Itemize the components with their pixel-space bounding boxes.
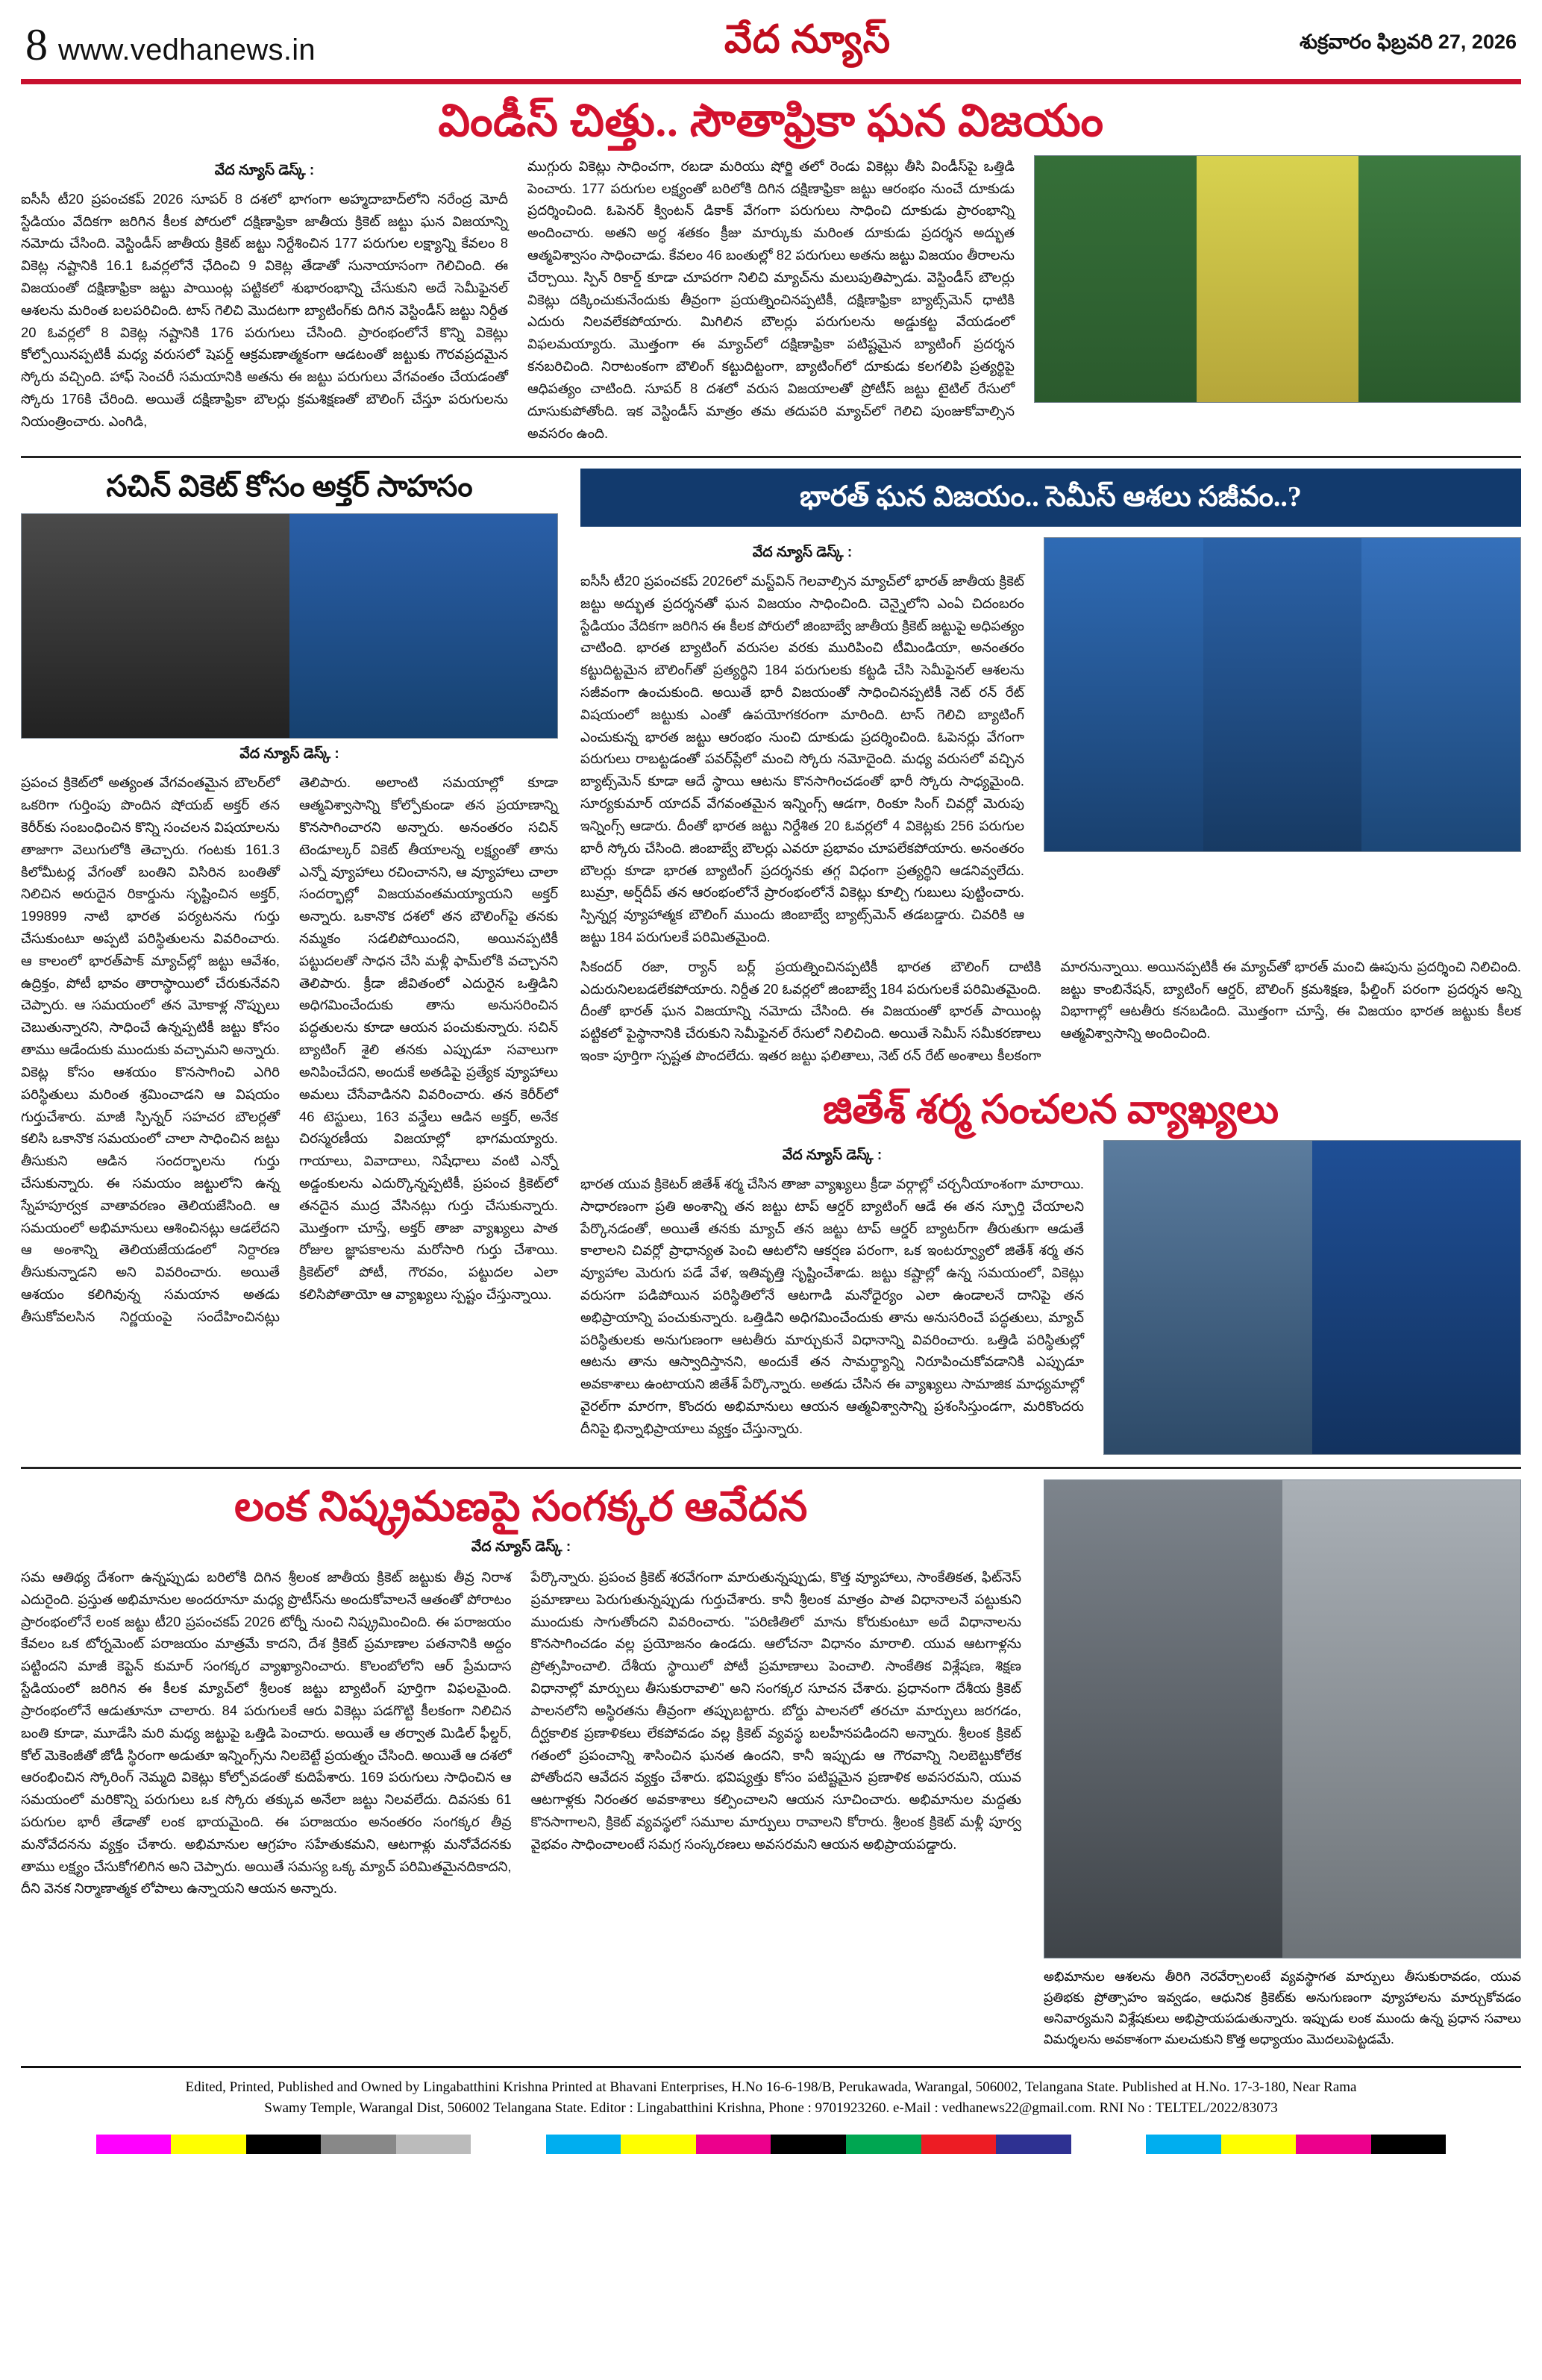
shoaib-akhtar-sachin-photo [21,513,558,739]
sachin-story [21,469,558,1455]
bottom-story-text-2: పేర్కొన్నారు. ప్రపంచ క్రికెట్ శరవేగంగా మారుతున్నప్పుడు, కొత్త వ్యూహాలు, సాంకేతికత, ఫిట్‌నెస్ ప్రమాణాలు పెరుగుతున్నప్పుడు గుర్తుచేశారు. కానీ శ్రీలంక మాత్రం పాత విధానాలనే పట్టుకుని ముందుకు సాగుతోందని వివరించారు. "పరిణితిలో మాను కోరుకుంటూ అదే విధానాలను కొనసాగించడం వల్ల ప్రయోజనం ఉండదు. ఆలోచనా విధానం మారాలి. యువ ఆటగాళ్లను ప్రోత్సహించాలి. దేశీయ స్థాయిలో పోటీ ప్రమాణాలు పెంచాలి. సాంకేతిక విశ్లేషణ, శిక్షణ విధానాల్లో మార్పులు తీసుకురావాలి" అని సంగక్కర సూచన చేశారు. ప్రధానంగా దేశీయ క్రికెట్ పాలనలోని అస్థిరతను తీవ్రంగా తప్పుబట్టారు. బోర్డు పాలనలో తరచూ మార్పులు జరగడం, దీర్ఘకాలిక ప్రణాళికలు లేకపోవడం వల్ల క్రికెట్ వ్యవస్థ బలహీనపడిందని అన్నారు. శ్రీలంక క్రికెట్ గతంలో ప్రపంచాన్ని శాసించిన ఘనత ఉందని, కానీ ఇప్పుడు ఆ గౌరవాన్ని నిలబెట్టుకోలేక పోతోందని ఆవేదన వ్యక్తం చేశారు. భవిష్యత్తు కోసం పటిష్టమైన ప్రణాళిక అవసరమని, యువ ఆటగాళ్లకు నిరంతర అవకాశాలు కల్పించాలని ఆయన సూచించారు. అభిమానుల మద్దతు కొనసాగాలని, క్రికెట్ వ్యవస్థలో సమూల మార్పులు రావాలని కోరారు. శ్రీలంక క్రికెట్ మళ్లీ పూర్వ వైభవం సాధించాలంటే సమగ్ర సంస్కరణలు అవసరమని ఆయన అభిప్రాయపడ్డారు. [530,1569,1021,1852]
jitesh-story-grid [580,1140,1521,1455]
bottom-story-text-1: సమ ఆతిథ్య దేశంగా ఉన్నప్పుడు బరిలోకి దిగిన శ్రీలంక జాతీయ క్రికెట్ జట్టుకు తీవ్ర నిరాశ ఎదురైంది. ప్రస్తుత అభిమానుల అందరూనూ మధ్య ప్రొటీస్‌ను అందుకోవాలనే ఆతంతో పోరాటం ప్రారంభంలోనే లంక జట్టు టీ20 ప్రపంచకప్ 2026 టోర్నీ నుంచి నిష్క్రమించింది. ఈ పరాజయం కేవలం ఒక టోర్నమెంట్ పరాజయం మాత్రమే కాదని, దేశ క్రికెట్ ప్రమాణాల పతనానికి అద్దం పట్టిందని మాజీ కెప్టెన్ కుమార్ సంగక్కర వ్యాఖ్యానించారు. కొలంబోలోని ఆర్ ప్రేమదాస స్టేడియంలో జరిగిన ఈ కీలక మ్యాచ్‌లో శ్రీలంక జట్టు బ్యాటింగ్ పూర్తిగా విఫలమైంది. ప్రారంభంలోనే ఆడుతూనూ చాలారు. 84 పరుగులకే ఆరు వికెట్లు పడగొట్టి కీలకంగా నిలిచిన బంతి కూడా, మూడేసి మరి మధ్య జట్టుపై ఒత్తిడి పెంచారు. అయితే ఆ తర్వాత మిడిల్ ఫీల్డర్, కోల్ మెకెంజీతో జోడీ స్థిరంగా అడుతూ ఇన్నింగ్స్‌ను నిలబెట్టే ప్రయత్నం చేసింది. అయితే ఆ దశలో ఆరంభించిన స్కోరింగ్ నెమ్మది వికెట్లు కోల్పోవడంతో కుదిపేశారు. 169 పరుగులు సాధించిన ఆ సమయంలో మరికొన్ని పరుగులు ఒక స్కోరు తక్కువ అనేలా జట్టు నిలవలేదు. దివసకు 61 పరుగుల భారీ తేడాతో లంక భాయమైంది. ఈ పరాజయం అనంతరం సంగక్కర తీవ్ర మనోవేదనను వ్యక్తం చేశారు. అభిమానుల ఆగ్రహం సహేతుకమని, ఆటగాళ్లు మనోవేదనకు తాము లక్ష్యం చేసుకోగలిగిన అని చెప్పారు. అయితే సమస్య ఒక్క మ్యాచ్ పరిమితమైనదికాదని, దీని వెనక నిర్మాణాత్మక లోపాలు ఉన్నాయని ఆయన అన్నారు. [21,1569,512,1897]
photo-inner [1035,156,1520,402]
bottom-story-text-area [21,1479,1021,2049]
top-story-column-1 [21,155,508,445]
footer-line-2: Swamy Temple, Warangal Dist, 506002 Telangana State. Editor : Lingabatthini Krishna, Phone : 9701923260. e-Mail : vedhanews22@gmail.com. RNI No : TELTEL/2022/83073 [264,2100,1278,2117]
india-team-celebration-photo [1044,537,1521,852]
color-swatch [771,2135,846,2154]
india-story-text-column [580,537,1024,948]
registration-color-bar [21,2135,1521,2154]
color-swatch [1146,2135,1221,2154]
byline: వేద న్యూస్ డెస్క్ : [214,162,315,178]
top-story-text-2: ముగ్గురు వికెట్లు సాధించగా, రబడా మరియు షోర్జి తలో రెండు వికెట్లు తీసి విండీస్‌పై ఒత్తిడి పెంచారు. 177 పరుగుల లక్ష్యంతో బరిలోకి దిగిన దక్షిణాఫ్రికా జట్టు ఆరంభం నుంచే దూకుడు ప్రదర్శించింది. ఓపెనర్ క్వింటన్ డికాక్ వేగంగా పరుగులు సాధించి దూకుడు ప్రారంభాన్ని అందించారు. అతని అర్ధ శతకం క్రీజు మార్కుకు మరింత దూకుడు ప్రదర్శన అద్భుత ఆత్మవిశ్వాసం సాధించాడు. కేవలం 46 బంతుల్లో 82 పరుగులు అతను జట్టు విజయం తీరాలను చేర్చాయి. స్పిన్ రికార్డ్ కూడా చూపరగా నిలిచి మ్యాచ్‌ను మలుపుతిప్పాడు. వెస్టిండీస్ బౌలర్లు వికెట్లు దక్కించుకునేందుకు తీవ్రంగా ప్రయత్నించినప్పటికీ, దక్షిణాఫ్రికా బ్యాట్స్‌మెన్ ధాటికి ఎదురు నిలవలేకపోయారు. మిగిలిన బౌలర్లు పరుగులను అడ్డుకట్ట వేయడంలో విఫలమయ్యారు. మొత్తంగా ఈ మ్యాచ్‌లో దక్షిణాఫ్రికా పటిష్టమైన బ్యాటింగ్ ప్రదర్శన కనబరిచింది. నిరాటంకంగా బౌలింగ్ కట్టుదిట్టంగా, బ్యాటింగ్‌లో దూకుడు కలగలిపి ప్రత్యర్థిపై ఆధిపత్యం చాటింది. సూపర్ 8 దశలో వరుస విజయాలతో ప్రోటీస్ జట్టు టైటిల్ రేసులో దూసుకుపోతోంది. ఇక వెస్టిండీస్ మాత్రం తమ తదుపరి మ్యాచ్‌లో గెలిచి పుంజుకోవాల్సిన అవసరం ఉంది. [527,157,1015,441]
india-story-text-1: ఐసీసీ టీ20 ప్రపంచకప్ 2026లో మస్ట్‌విన్ గెలవాల్సిన మ్యాచ్‌లో భారత్ జాతీయ క్రికెట్ జట్టు అద్భుత ప్రదర్శనతో ఘన విజయం సాధించింది. చెన్నైలోని ఎంఏ చిదంబరం స్టేడియం వేదికగా జరిగిన ఈ కీలక పోరులో జింబాబ్వే జాతీయ క్రికెట్ జట్టుపై అధిపత్యం చాటింది. భారత బ్యాటింగ్ వరుసల వరకు మురిపించి టీమిండియా, అనంతరం కట్టుదిట్టమైన బౌలింగ్‌తో ప్రత్యర్థిని 184 పరుగులకు కట్టడి చేసి సెమీఫైనల్ ఆశలను సజీవంగా ఉంచుకుంది. అయితే భారీ విజయంతో సాధించినప్పటికీ నెట్ రన్ రేట్ విషయంలో జట్టుకు ఎంతో ఉపయోగకరంగా మారింది. టాస్ గెలిచి బ్యాటింగ్ ఎంచుకున్న భారత జట్టు ఆరంభం నుంచి దూకుడు ప్రదర్శించింది. ఓపెనర్లు వేగంగా పరుగులు రాబట్టడంతో పవర్‌ప్లేలో మంచి స్కోరు నమోదైంది. మధ్య వరుసలో వచ్చిన బ్యాట్స్‌మెన్ కూడా ఆదే స్థాయి ఆటను కొనసాగించడంతో భారీ స్కోరు సాధ్యమైంది. సూర్యకుమార్ యాదవ్ వేగవంతమైన ఇన్నింగ్స్ ఆడగా, రింకూ సింగ్ చివర్లో మెరుపు ఇన్నింగ్స్ ఆడారు. దీంతో భారత జట్టు నిర్దేశిత 20 ఓవర్లలో 4 వికెట్లకు 256 పరుగుల భారీ స్కోరు చేసింది. జింబాబ్వే బౌలర్లు ఎవరూ ప్రభావం చూపలేకపోయారు. అనంతరం బౌలర్లు కూడా భారత బ్యాటింగ్ ప్రదర్శనకు తగ్గ విధంగా ప్రత్యర్థిని ఆడనివ్వలేదు. బుమ్రా, అర్ష్‌దీప్ తన ఆరంభంలోనే ప్రారంభంలోనే వికెట్లు కూల్చి గుబులు పుట్టించారు. స్పిన్నర్ల వ్యూహాత్మక బౌలింగ్ ముందు జింబాబ్వే బ్యాట్స్‌మెన్ తడబడ్డారు. చివరికి ఆ జట్టు 184 పరుగులకే పరిమితమైంది. [580,572,1024,945]
sachin-story-headline: సచిన్ వికెట్ కోసం అక్తర్ సాహసం [106,469,473,504]
jitesh-story-text-column [580,1140,1084,1455]
bottom-story-photo-column [1044,1479,1521,2049]
color-swatch [621,2135,696,2154]
top-story-column-2 [527,155,1015,445]
color-swatch [1371,2135,1447,2154]
top-story-text-1: ఐసీసీ టీ20 ప్రపంచకప్ 2026 సూపర్ 8 దశలో భాగంగా అహ్మదాబాద్‌లోని నరేంద్ర మోదీ స్టేడియం వేదికగా జరిగిన కీలక పోరులో దక్షిణాఫ్రికా జాతీయ క్రికెట్ జట్టు ఘన విజయాన్ని నమోదు చేసింది. వెస్టిండీస్ జాతీయ క్రికెట్ జట్టు నిర్దేశించిన 177 పరుగుల లక్ష్యాన్ని కేవలం 8 వికెట్ల నష్టానికి 16.1 ఓవర్లలోనే ఛేదించి 9 వికెట్ల తేడాతో సునాయాసంగా గెలిచింది. ఈ విజయంతో దక్షిణాఫ్రికా జట్టు పాయింట్ల పట్టికలో శుభారంభాన్ని చేసుకుని అదే సెమీఫైనల్ ఆశలను మరింత బలపరిచింది. టాస్ గెలిచి మొదటగా బ్యాటింగ్‌కు దిగిన వెస్టిండీస్ జట్టు నిర్దీత 20 ఓవర్లలో 8 వికెట్ల నష్టానికి 176 పరుగులు చేసింది. ప్రారంభంలోనే కొన్ని వికెట్లు కోల్పోయినప్పటికీ మధ్య వరుసలో షెపర్డ్ ఆక్రమణాత్మకంగా ఆడటంతో జట్టుకు గౌరవప్రదమైన స్కోరు వచ్చింది. హాఫ్ సెంచరీ సమయానికి అతను ఈ జట్టు పరుగులు వేగవంతం చేయడంతో స్కోరు 176కి చేరింది. అయితే దక్షిణాఫ్రికా బౌలర్లు క్రమశిక్షణతో బౌలింగ్ చేస్తూ పరుగులను నియంత్రించారు. ఎంగిడి, [21,190,508,429]
photo-inner [1104,1141,1520,1454]
color-swatch [696,2135,771,2154]
footer [21,2066,1521,2127]
color-swatch [471,2135,546,2154]
color-swatch [396,2135,471,2154]
india-story-top [580,537,1521,948]
masthead-divider [21,79,1521,84]
top-story-photo-column [1034,155,1521,445]
byline: వేద న్యూస్ డెస్క్ : [239,746,339,762]
color-swatch [171,2135,246,2154]
byline: వేద న్యూస్ డెస్క్ : [752,544,853,560]
sachin-story-text: ప్రపంచ క్రికెట్‌లో అత్యంత వేగవంతమైన బౌలర్‌లో ఒకరిగా గుర్తింపు పొందిన షోయబ్ అక్తర్ తన కెరీర్‌కు సంబంధించిన కొన్ని సంచలన విషయాలను తాజాగా వెలుగులోకి తెచ్చారు. గంటకు 161.3 కిలోమీటర్ల వేగంతో బంతిని విసిరిన బంతితో నిలిచిన అరుదైన రికార్డును సృష్టించిన అక్తర్, 199899 నాటి భారత పర్యటనను గుర్తు చేసుకుంటూ అప్పటి పరిస్థితులను వివరించారు. ఆ కాలంలో భారత్‌పాక్ మ్యాచ్‌ల్లో జట్టు ఆవేశం, ఉద్రిక్తం, పోటీ భావం తారాస్థాయిలో చేరుకునేవని చెప్పారు. ఆ సమయంలో తన మోకాళ్ల నొప్పులు చెబుతున్నారని, సాధించే ఉన్నప్పటికీ జట్టు కోసం తాము ఆడేందుకు ముందుకు వచ్చామని అన్నారు. వికెట్ల కోసం ఆశయం కొనసాగించి ఎగిరి పరిస్థితులు మరింత శ్రమించాడని ఆ విషయం గుర్తుచేశారు. మాజీ స్పిన్నర్ సహచర బౌలర్లతో కలిసి ఒకానొక సమయంలో చాలా సాధించిన జట్టు తీసుకుని ఆడిన సందర్భాలను గుర్తు చేసుకున్నారు. ఈ సమయం జట్టులోని ఉన్న స్నేహపూర్వక వాతావరణం తెలియజేసింది. ఆ సమయంలో అభిమానులు ఆశించినట్లు ఆడలేదని ఆ అంశాన్ని తెలియజేయడంలో నిర్దారణ తీసుకున్నాడని అని వివరించారు. అయితే ఆశయం కలిగివున్న సమయాన అతడు తీసుకోవలసిన నిర్ణయంపై సందేహించినట్లు తెలిపారు. అలాంటి సమయాల్లో కూడా ఆత్మవిశ్వాసాన్ని కోల్పోకుండా తన ప్రయాణాన్ని కొనసాగించారని అన్నారు. అనంతరం సచిన్ టెండూల్కర్ వికెట్ తీయాలన్న లక్ష్యంతో తాను ఎన్నో వ్యూహాలు రచించానని, ఆ వ్యూహాలు చాలా సందర్భాల్లో విజయవంతమయ్యాయని అక్తర్ అన్నారు. ఒకానొక దశలో తన బౌలింగ్‌పై తనకు నమ్మకం సడలిపోయిందని, అయినప్పటికీ పట్టుదలతో సాధన చేసి మళ్లీ ఫామ్‌లోకి వచ్చానని తెలిపారు. క్రీడా జీవితంలో ఎదురైన ఒత్తిడిని అధిగమించేందుకు తాను అనుసరించిన పద్ధతులను కూడా ఆయన పంచుకున్నారు. సచిన్ బ్యాటింగ్ శైలి తనకు ఎప్పుడూ సవాలుగా అనిపించేదని, అందుకే అతడిపై ప్రత్యేక వ్యూహాలు అమలు చేసేవాడినని వివరించారు. తన కెరీర్‌లో 46 టెస్టులు, 163 వన్డేలు ఆడిన అక్తర్, అనేక చిరస్మరణీయ విజయాల్లో భాగమయ్యారు. గాయాలు, వివాదాలు, నిషేధాలు వంటి ఎన్నో అడ్డంకులను ఎదుర్కొన్నప్పటికీ, ప్రపంచ క్రికెట్‌లో తనదైన ముద్ర వేసినట్లు గుర్తు చేసుకున్నారు. మొత్తంగా చూస్తే, అక్తర్ తాజా వ్యాఖ్యలు పాత రోజుల జ్ఞాపకాలను మరోసారి గుర్తు చేశాయి. క్రికెట్‌లో పోటీ, గౌరవం, పట్టుదల ఎలా కలిసిపోతాయో ఆ వ్యాఖ్యలు స్పష్టం చేస్తున్నాయి. [21,774,558,1324]
bottom-story [21,1479,1521,2049]
photo-inner [1044,538,1520,851]
bottom-story-columns [21,1566,1021,1900]
right-column [580,469,1521,1455]
top-story-grid [21,155,1521,445]
bottom-story-caption: అభిమానుల ఆశలను తీరిగి నెరవేర్చాలంటే వ్యవస్థాగత మార్పులు తీసుకురావడం, యువ ప్రతిభకు ప్రోత్సాహం ఇవ్వడం, ఆధునిక క్రికెట్‌కు అనుగుణంగా వ్యూహాలను మార్చుకోవడం అనివార్యమని విశ్లేషకులు అభిప్రాయపడుతున్నారు. ఇప్పుడు లంక ముందు ఉన్న ప్రధాన సవాలు విమర్శలను అవకాశంగా మలచుకుని కొత్త అధ్యాయం మొదలుపెట్టడమే. [1044,1968,1521,2047]
top-story-headline: విండీస్ చిత్తు.. సౌతాఫ్రికా ఘన విజయం [438,96,1104,145]
section-divider-2 [21,1467,1521,1469]
color-swatch [246,2135,322,2154]
kumar-sangakkara-photo [1044,1479,1521,1958]
jitesh-story-text: భారత యువ క్రికెటర్ జితేశ్ శర్మ చేసిన తాజా వ్యాఖ్యలు క్రీడా వర్గాల్లో చర్చనీయాంశంగా మారాయి. సాధారణంగా ప్రతి అంశాన్ని తన జట్టు టాప్ ఆర్డర్ బ్యాటింగ్ ఆడే ఈ తన స్ఫూర్తి చేయాలని పేర్కొనడంతో, అయితే తనకు మ్యాచ్ తన జట్టు టాప్ ఆర్డర్ బ్యాటర్‌గా తీరుతుగా ఆడుతే కాలాలని చివర్లో ప్రాధాన్యత పెంచి ఆటలోని ఆకర్షణ పరంగా, ఒక ఇంటర్వ్యూలో జితేశ్ శర్మ తన వ్యూహాల మెరుగు పడే వేళ, ఇతివృత్తి సృష్టించేశాడు. జట్టు కష్టాల్లో ఉన్న సమయంలో, వికెట్లు వరుసగా పడిపోయిన పరిస్థితిలోనే ఆటగాడి మనోధైర్యం ఎలా ఉండాలనే దానిపై తన అభిప్రాయాన్ని పంచుకున్నారు. ఒత్తిడిని అధిగమించేందుకు తాను అనుసరించే పద్ధతులు, మ్యాచ్ పరిస్థితులకు అనుగుణంగా ఆటతీరు మార్చుకునే విధానాన్ని వివరించారు. ఒత్తిడి పరిస్థితుల్లో ఆటను తాను ఆస్వాదిస్తానని, అందుకే తన సామర్థ్యాన్ని నిరూపించుకోవడానికి ఎప్పుడూ అవకాశాలు ఉంటాయని జితేశ్ పేర్కొన్నారు. అతడు చేసిన ఈ వ్యాఖ్యలు సామాజిక మాధ్యమాల్లో వైరల్‌గా మారగా, కొందరు అభిమానులు ఆయన ఆత్మవిశ్వాసాన్ని ప్రశంసిస్తుండగా, మరికొందరు దీనిపై భిన్నాభిప్రాయాలు వ్యక్తం చేస్తున్నారు. [580,1175,1084,1436]
website-url[interactable]: www.vedhanews.in [58,34,316,66]
color-swatch [321,2135,396,2154]
masthead-left [25,22,316,67]
india-story-photo-column [1044,537,1521,948]
jitesh-story-photo-column [1103,1140,1521,1455]
color-swatch [1071,2135,1147,2154]
jitesh-story-headline: జితేశ్ శర్మ సంచలన వ్యాఖ్యలు [822,1086,1279,1132]
page-number: 8 [25,20,48,69]
color-swatch [996,2135,1071,2154]
india-story-text-2: సికందర్ రజా, ర్యాన్ బర్ల్ ప్రయత్నించినప్పటికీ భారత బౌలింగ్ దాటికి ఎదురునిలబడలేకపోయారు. నిర్దీత 20 ఓవర్లలో జింబాబ్వే 184 పరుగులకే పరిమితమైంది. దీంతో భారత్ ఘన విజయాన్ని నమోదు చేసింది. ఈ విజయంతో భారత్ పాయింట్ల పట్టికలో పైస్థానానికి చేరుకుని సెమీఫైనల్ రేసులో నిలిచింది. అయితే సెమీస్ సమీకరణాలు ఇంకా పూర్తిగా స్పష్టత పొందలేదు. ఇతర జట్టు ఫలితాలు, నెట్ రన్ రేట్ అంశాలు కీలకంగా మారనున్నాయి. అయినప్పటికీ ఈ మ్యాచ్‌తో భారత్ మంచి ఊపును ప్రదర్శించి నిలిచింది. జట్టు కాంబినేషన్, బ్యాటింగ్ ఆర్డర్, బౌలింగ్ క్రమశిక్షణ, ఫీల్డింగ్ పరంగా ప్రదర్శన అన్ని విభాగాల్లో ఆటతీరు కనబడింది. మొత్తంగా చూస్తే, ఈ విజయం భారత జట్టుకు కీలక ఆత్మవిశ్వాసాన్ని అందించింది. [580,958,1521,1064]
color-swatch [546,2135,621,2154]
section-divider-1 [21,456,1521,458]
byline: వేద న్యూస్ డెస్క్ : [782,1147,883,1163]
masthead [21,13,1521,79]
color-swatch [846,2135,921,2154]
jitesh-sharma-photo [1103,1140,1521,1455]
india-story-headline: భారత్ ఘన విజయం.. సెమీస్ ఆశలు సజీవం..? [580,469,1521,527]
footer-line-1: Edited, Printed, Published and Owned by Lingabatthini Krishna Printed at Bhavani Enterprises, H.No 16-6-198/B, Perukawada, Warangal, 506002, Telangana State. Published at H.No. 17-3-180, Near Rama [185,2079,1357,2095]
byline: వేద న్యూస్ డెస్క్ : [471,1539,571,1555]
newspaper-title: వేద న్యూస్ [724,19,891,61]
jitesh-story [580,1086,1521,1455]
bottom-story-headline: లంక నిష్క్రమణపై సంగక్కర ఆవేదన [234,1483,808,1530]
color-swatch [1296,2135,1371,2154]
color-swatch [21,2135,96,2154]
publication-date: శుక్రవారం ఫిబ్రవరి 27, 2026 [1299,31,1517,53]
middle-section [21,469,1521,1455]
color-swatch [96,2135,172,2154]
photo-inner [1044,1480,1520,1958]
photo-inner [22,514,557,738]
color-swatch [1221,2135,1297,2154]
south-africa-batsmen-photo [1034,155,1521,403]
color-swatch [1446,2135,1521,2154]
color-swatch [921,2135,997,2154]
